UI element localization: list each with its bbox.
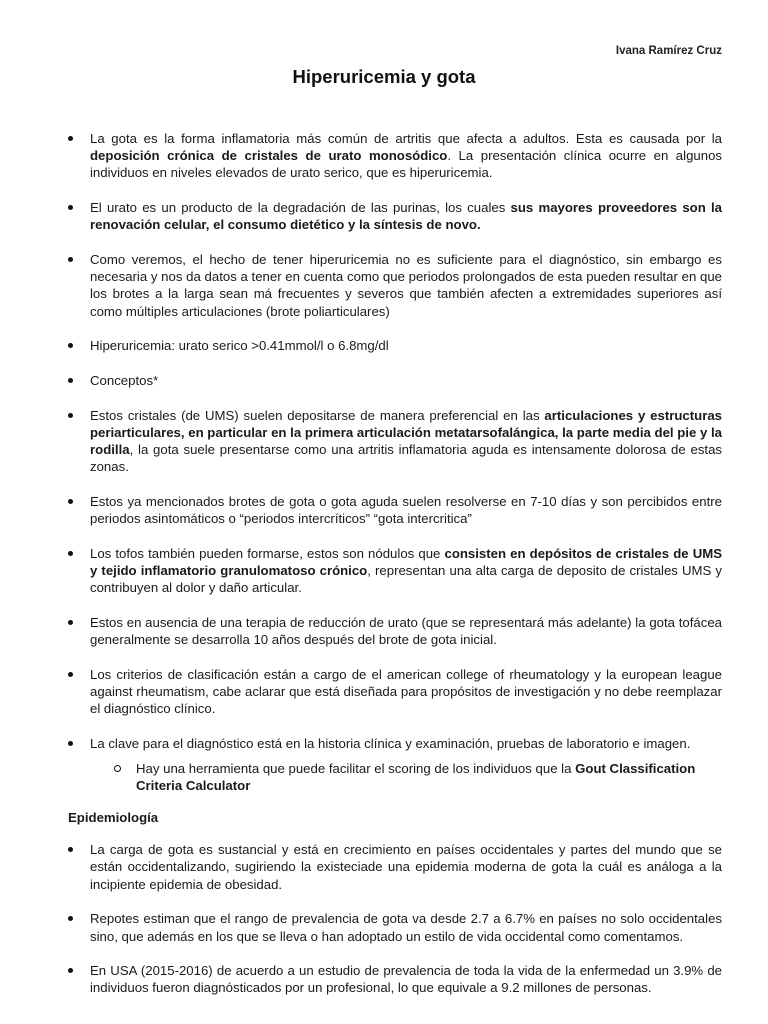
sub-bullet-item: Hay una herramienta que puede facilitar el scoring de los individuos que la Gout Classification Criteria Calculator xyxy=(114,760,722,794)
bullet-item: Como veremos, el hecho de tener hiperuricemia no es suficiente para el diagnóstico, sin embargo es necesaria y nos da datos a tener en cuenta como que periodos prolongados de esta pueden resultar en que los brotes a la larga sean má frecuentes y severos que también afecten a extremidades superiores así como múltiples articulaciones (brote poliarticulares) xyxy=(68,251,722,320)
bullet-item: Estos cristales (de UMS) suelen depositarse de manera preferencial en las articulaciones y estructuras periarticulares, en particular en la primera articulación metatarsofalángica, la parte media del pie y la rodilla, la gota suele presentarse como una artritis inflamatoria aguda es intensamente dolorosa de estas zonas. xyxy=(68,407,722,476)
bullet-item: Los tofos también pueden formarse, estos son nódulos que consisten en depósitos de cristales de UMS y tejido inflamatorio granulomatoso crónico, representan una alta carga de deposito de cristales UMS y contribuyen al dolor y daño articular. xyxy=(68,545,722,597)
document-body xyxy=(68,130,722,1014)
epidemiology-bullet-list xyxy=(68,841,722,996)
bullet-item: En USA (2015-2016) de acuerdo a un estudio de prevalencia de toda la vida de la enfermedad un 3.9% de individuos fueron diagnósticados por un profesional, lo que equivale a 9.2 millones de personas. xyxy=(68,962,722,996)
bullet-item: Conceptos* xyxy=(68,372,722,389)
section-heading-epidemiologia: Epidemiología xyxy=(68,810,159,826)
author-name: Ivana Ramírez Cruz xyxy=(615,45,722,57)
bullet-item: La carga de gota es sustancial y está en crecimiento en países occidentales y partes del mundo que se están occidentalizando, sugiriendo la existeciade una epidemia moderna de gota la cuál es análoga a la incipiente epidemia de obesidad. xyxy=(68,841,722,893)
bullet-item: Hiperuricemia: urato serico >0.41mmol/l o 6.8mg/dl xyxy=(68,337,722,354)
bullet-item: La gota es la forma inflamatoria más común de artritis que afecta a adultos. Esta es causada por la deposición crónica de cristales de urato monosódico. La presentación clínica ocurre en algunos individuos en niveles elevados de urato serico, que es hiperuricemia. xyxy=(68,130,722,182)
document-title: Hiperuricemia y gota xyxy=(292,66,476,87)
sub-bullet-list xyxy=(68,760,722,794)
bullet-item: Repotes estiman que el rango de prevalencia de gota va desde 2.7 a 6.7% en países no solo occidentales sino, que además en los que se lleva o han adoptado un estilo de vida occidental como comentamos. xyxy=(68,910,722,944)
bullet-item: La clave para el diagnóstico está en la historia clínica y examinación, pruebas de laboratorio e imagen. xyxy=(68,735,722,752)
bullet-item: Estos en ausencia de una terapia de reducción de urato (que se representará más adelante) la gota tofácea generalmente se desarrolla 10 años después del brote de gota inicial. xyxy=(68,614,722,648)
bullet-item: Estos ya mencionados brotes de gota o gota aguda suelen resolverse en 7-10 días y son percibidos entre periodos asintomáticos o “periodos intercríticos” “gota intercritica” xyxy=(68,493,722,527)
bullet-item: El urato es un producto de la degradación de las purinas, los cuales sus mayores proveedores son la renovación celular, el consumo dietético y la síntesis de novo. xyxy=(68,199,722,233)
main-bullet-list xyxy=(68,130,722,752)
bullet-item: Los criterios de clasificación están a cargo de el american college of rheumatology y la european league against rheumatism, cabe aclarar que está diseñada para propósitos de investigación y no debe reemplazar el diagnóstico clínico. xyxy=(68,666,722,718)
